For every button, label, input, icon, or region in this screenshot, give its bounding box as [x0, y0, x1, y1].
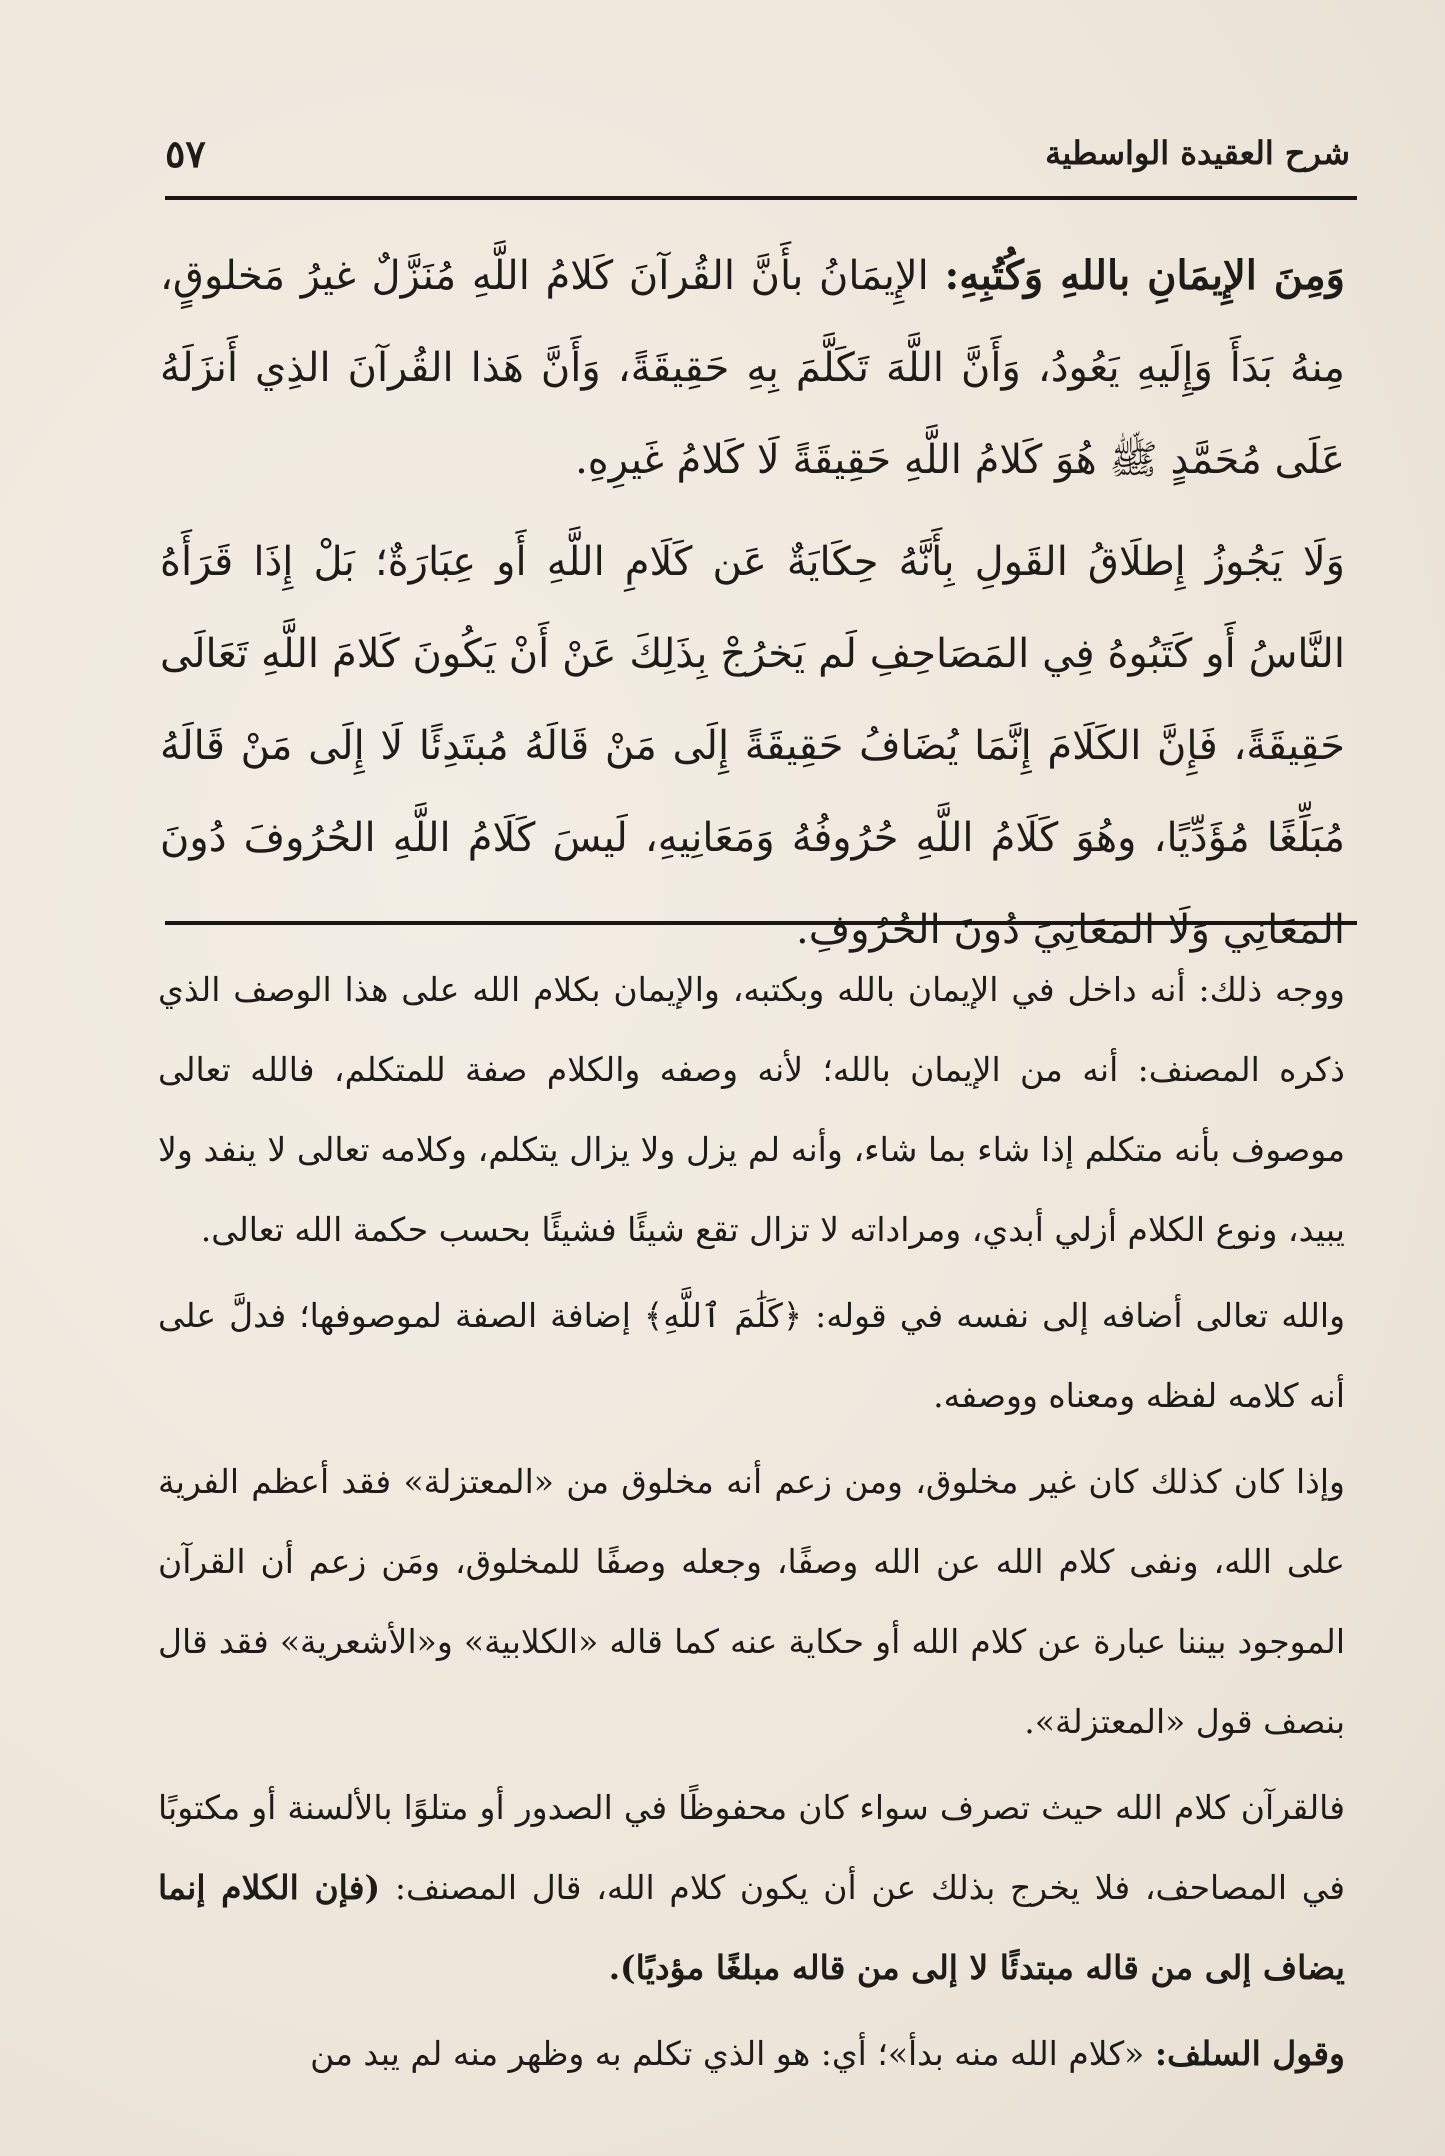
header-rule [165, 196, 1357, 200]
sharh-paragraph-1: ووجه ذلك: أنه داخل في الإيمان بالله وبكتبه، والإيمان بكلام الله على هذا الوصف الذي ذكره المصنف: أنه من الإيمان بالله؛ لأنه وصفه والكلام صفة للمتكلم، فالله تعالى موصوف بأنه متكلم إذا شاء بما شاء، وأنه لم يزل ولا يزال يتكلم، وكلامه تعالى لا ينفد ولا يبيد، ونوع الكلام أزلي أبدي، ومراداته لا تزال تقع شيئًا فشيئًا بحسب حكمة الله تعالى. [158, 970, 1345, 1249]
sharh-lead-5: وقول السلف: [1154, 2034, 1345, 2073]
header-title: شرح العقيدة الواسطية [1045, 134, 1350, 172]
sharh-quote-4: (فإن الكلام إنما يضاف إلى من قاله مبتدئًا لا إلى من قاله مبلغًا مؤديًا). [158, 1868, 1345, 1987]
matn-text-1: الإِيمَانُ بأَنَّ القُرآنَ كَلامُ اللَّهِ مُنَزَّلٌ غيرُ مَخلوقٍ، مِنهُ بَدَأَ وَإِلَيهِ يَعُودُ، وَأَنَّ اللَّهَ تَكَلَّمَ بِهِ حَقِيقَةً، وَأَنَّ هَذا القُرآنَ الذِي أَنزَلَهُ عَلَى مُحَمَّدٍ ﷺ هُوَ كَلامُ اللَّهِ حَقِيقَةً لَا كَلامُ غَيرِهِ. [160, 253, 1345, 483]
matn-paragraph-1 [160, 230, 1345, 506]
commentary-text [158, 950, 1345, 2100]
main-text [160, 230, 1345, 986]
sharh-paragraph-5 [158, 2014, 1345, 2094]
sharh-text-4: فالقرآن كلام الله حيث تصرف سواء كان محفوظًا في الصدور أو متلوًا بالألسنة أو مكتوبًا في المصاحف، فلا يخرج بذلك عن أن يكون كلام الله، قال المصنف: [158, 1788, 1346, 1907]
matn-paragraph-2: وَلَا يَجُوزُ إِطلَاقُ القَولِ بِأَنَّهُ حِكَايَةٌ عَن كَلَامِ اللَّهِ أَو عِبَارَةٌ؛ بَلْ إِذَا قَرَأَهُ النَّاسُ أَو كَتَبُوهُ فِي المَصَاحِفِ لَم يَخرُجْ بِذَلِكَ عَنْ أَنْ يَكُونَ كَلامَ اللَّهِ تَعَالَى حَقِيقَةً، فَإِنَّ الكَلَامَ إِنَّمَا يُضَافُ حَقِيقَةً إِلَى مَنْ قَالَهُ مُبتَدِئًا لَا إِلَى مَنْ قَالَهُ مُبَلِّغًا مُؤَدِّيًا، وهُوَ كَلَامُ اللَّهِ حُرُوفُهُ وَمَعَانِيهِ، لَيسَ كَلَامُ اللَّهِ الحُرُوفَ دُونَ المَعَانِي وَلَا المَعَانِيَ دُونَ الحُرُوفِ. [160, 539, 1345, 953]
matn-lead: وَمِنَ الإِيمَانِ باللهِ وَكُتُبِهِ: [944, 252, 1345, 299]
sharh-paragraph-2: والله تعالى أضافه إلى نفسه في قوله: ﴿كَلَٰمَ ٱللَّهِ﴾ إضافة الصفة لموصوفها؛ فدلَّ على أنه كلامه لفظه ومعناه ووصفه. [158, 1296, 1345, 1415]
sharh-paragraph-3: وإذا كان كذلك كان غير مخلوق، ومن زعم أنه مخلوق من «المعتزلة» فقد أعظم الفرية على الله، ونفى كلام الله عن الله وصفًا، وجعله وصفًا للمخلوق، ومَن زعم أن القرآن الموجود بيننا عبارة عن كلام الله أو حكاية عنه كما قاله «الكلابية» و«الأشعرية» فقد قال بنصف قول «المعتزلة». [158, 1462, 1346, 1741]
sharh-paragraph-4 [158, 1768, 1345, 2008]
running-header [165, 118, 1350, 188]
sharh-text-5: «كلام الله منه بدأ»؛ أي: هو الذي تكلم به وظهر منه لم يبد من [310, 2034, 1145, 2073]
section-divider [165, 921, 1357, 925]
page-number: ٥٧ [165, 130, 206, 176]
